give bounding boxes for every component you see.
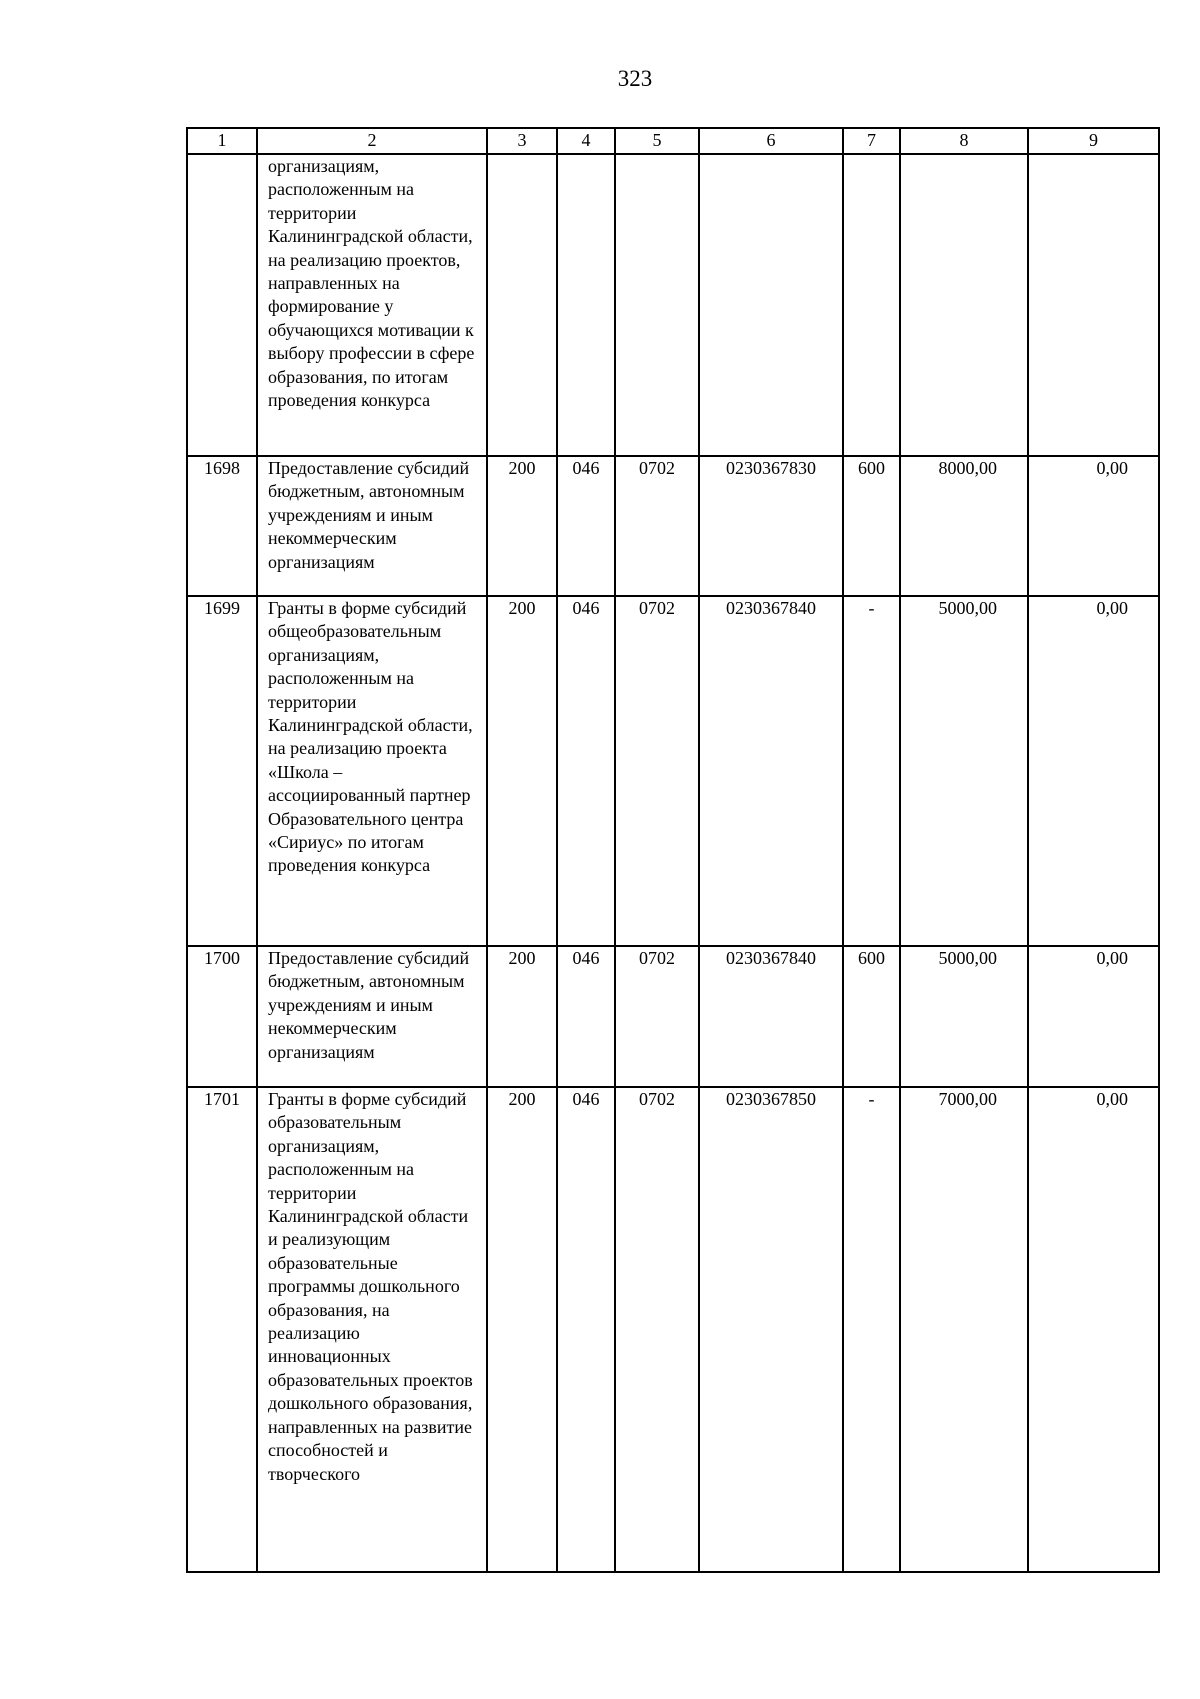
header-cell: 8 [900,128,1028,154]
cell-col6: 0230367840 [699,596,843,946]
cell-col4 [557,154,615,456]
cell-col6 [699,154,843,456]
cell-col8: 5000,00 [900,946,1028,1087]
cell-col7: - [843,1087,900,1572]
cell-col7: - [843,596,900,946]
row-description: организациям, расположенным на территории Калининградской области, на реализацию проектов, направленных на формирование у обучающихся мотивации к выбору профессии в сфере образования, по итогам проведения конкурса [257,154,487,456]
cell-col8 [900,154,1028,456]
row-description: Предоставление субсидий бюджетным, автономным учреждениям и иным некоммерческим организациям [257,456,487,596]
cell-col6: 0230367850 [699,1087,843,1572]
table-row [187,596,1159,946]
page-number: 323 [617,66,653,91]
cell-col5: 0702 [615,1087,699,1572]
header-row [187,128,1159,154]
cell-col9: 0,00 [1028,946,1159,1087]
cell-col3: 200 [487,596,557,946]
cell-col4: 046 [557,946,615,1087]
cell-col9: 0,00 [1028,1087,1159,1572]
cell-col7 [843,154,900,456]
cell-col7: 600 [843,946,900,1087]
cell-col5: 0702 [615,946,699,1087]
row-number: 1701 [187,1087,257,1572]
header-cell: 4 [557,128,615,154]
cell-col4: 046 [557,1087,615,1572]
cell-col3: 200 [487,946,557,1087]
table-row [187,946,1159,1087]
cell-col4: 046 [557,596,615,946]
cell-col9: 0,00 [1028,456,1159,596]
header-cell: 7 [843,128,900,154]
cell-col5: 0702 [615,456,699,596]
table-row [187,154,1159,456]
table-row [187,456,1159,596]
cell-col3: 200 [487,456,557,596]
table-row [187,1087,1159,1572]
header-cell: 9 [1028,128,1159,154]
cell-col3: 200 [487,1087,557,1572]
budget-table [186,127,1160,1573]
row-number [187,154,257,456]
cell-col7: 600 [843,456,900,596]
header-cell: 1 [187,128,257,154]
header-cell: 6 [699,128,843,154]
cell-col4: 046 [557,456,615,596]
cell-col8: 8000,00 [900,456,1028,596]
cell-col3 [487,154,557,456]
header-cell: 3 [487,128,557,154]
header-cell: 5 [615,128,699,154]
cell-col9: 0,00 [1028,596,1159,946]
cell-col5 [615,154,699,456]
row-number: 1698 [187,456,257,596]
cell-col6: 0230367830 [699,456,843,596]
row-description: Гранты в форме субсидий общеобразовательным организациям, расположенным на территории Калининградской области, на реализацию проекта «Школа – ассоциированный партнер Образовательного центра «Сириус» по итогам проведения конкурса [257,596,487,946]
cell-col9 [1028,154,1159,456]
row-number: 1699 [187,596,257,946]
cell-col8: 7000,00 [900,1087,1028,1572]
row-description: Предоставление субсидий бюджетным, автономным учреждениям и иным некоммерческим организациям [257,946,487,1087]
cell-col6: 0230367840 [699,946,843,1087]
row-number: 1700 [187,946,257,1087]
header-cell: 2 [257,128,487,154]
row-description: Гранты в форме субсидий образовательным организациям, расположенным на территории Калининградской области и реализующим образовательные программы дошкольного образования, на реализацию инновационных образовательных проектов дошкольного образования, направленных на развитие способностей и творческого [257,1087,487,1572]
cell-col5: 0702 [615,596,699,946]
cell-col8: 5000,00 [900,596,1028,946]
